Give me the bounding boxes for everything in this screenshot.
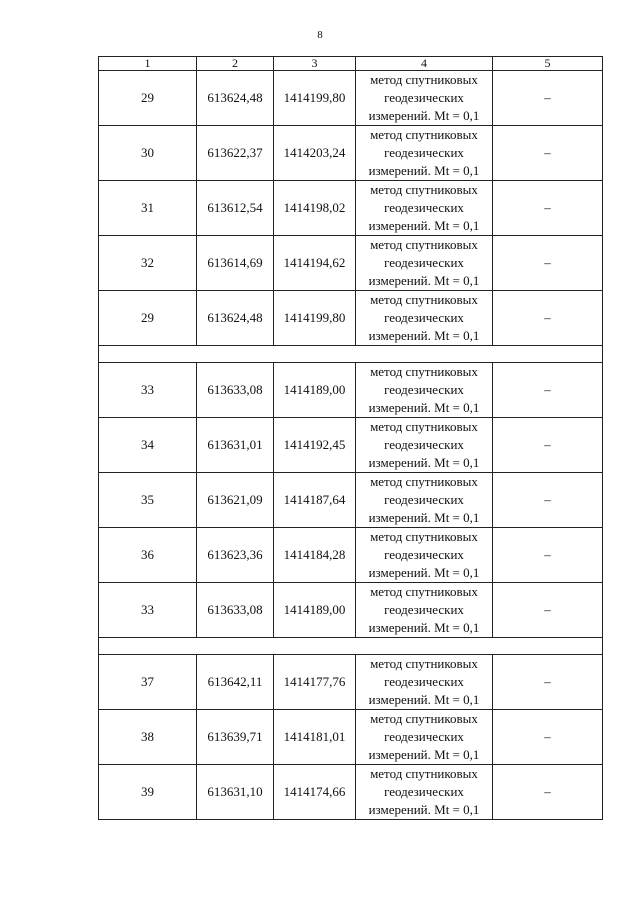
coordinates-table <box>98 56 603 820</box>
column-header: 3 <box>274 57 356 71</box>
table-row <box>99 363 603 418</box>
dash-cell: – <box>493 291 603 346</box>
y-coordinate-cell: 1414189,00 <box>274 583 356 638</box>
table-row <box>99 126 603 181</box>
dash-cell: – <box>493 181 603 236</box>
table-row <box>99 655 603 710</box>
dash-cell: – <box>493 126 603 181</box>
table-row <box>99 418 603 473</box>
group-separator-row <box>99 638 603 655</box>
table-row <box>99 765 603 820</box>
dash-cell: – <box>493 583 603 638</box>
table-row <box>99 583 603 638</box>
x-coordinate-cell: 613633,08 <box>197 583 274 638</box>
table-row <box>99 181 603 236</box>
method-cell: метод спутниковых геодезических измерений. Mt = 0,1 <box>356 236 493 291</box>
point-number-cell: 31 <box>99 181 197 236</box>
table-row <box>99 528 603 583</box>
x-coordinate-cell: 613633,08 <box>197 363 274 418</box>
method-cell: метод спутниковых геодезических измерений. Mt = 0,1 <box>356 71 493 126</box>
table-row <box>99 291 603 346</box>
y-coordinate-cell: 1414181,01 <box>274 710 356 765</box>
point-number-cell: 35 <box>99 473 197 528</box>
dash-cell: – <box>493 473 603 528</box>
x-coordinate-cell: 613621,09 <box>197 473 274 528</box>
table-row <box>99 71 603 126</box>
separator-cell <box>99 638 603 655</box>
method-cell: метод спутниковых геодезических измерений. Mt = 0,1 <box>356 126 493 181</box>
y-coordinate-cell: 1414199,80 <box>274 291 356 346</box>
y-coordinate-cell: 1414184,28 <box>274 528 356 583</box>
table-header-row <box>99 57 603 71</box>
table-row <box>99 236 603 291</box>
x-coordinate-cell: 613631,10 <box>197 765 274 820</box>
point-number-cell: 32 <box>99 236 197 291</box>
dash-cell: – <box>493 765 603 820</box>
method-cell: метод спутниковых геодезических измерений. Mt = 0,1 <box>356 181 493 236</box>
method-cell: метод спутниковых геодезических измерений. Mt = 0,1 <box>356 655 493 710</box>
method-cell: метод спутниковых геодезических измерений. Mt = 0,1 <box>356 765 493 820</box>
x-coordinate-cell: 613639,71 <box>197 710 274 765</box>
y-coordinate-cell: 1414203,24 <box>274 126 356 181</box>
dash-cell: – <box>493 655 603 710</box>
table-row <box>99 710 603 765</box>
table-row <box>99 473 603 528</box>
page-number: 8 <box>317 29 323 41</box>
y-coordinate-cell: 1414174,66 <box>274 765 356 820</box>
point-number-cell: 33 <box>99 363 197 418</box>
dash-cell: – <box>493 418 603 473</box>
dash-cell: – <box>493 528 603 583</box>
y-coordinate-cell: 1414187,64 <box>274 473 356 528</box>
x-coordinate-cell: 613624,48 <box>197 291 274 346</box>
dash-cell: – <box>493 710 603 765</box>
point-number-cell: 33 <box>99 583 197 638</box>
point-number-cell: 38 <box>99 710 197 765</box>
point-number-cell: 39 <box>99 765 197 820</box>
method-cell: метод спутниковых геодезических измерений. Mt = 0,1 <box>356 528 493 583</box>
point-number-cell: 29 <box>99 291 197 346</box>
point-number-cell: 36 <box>99 528 197 583</box>
method-cell: метод спутниковых геодезических измерений. Mt = 0,1 <box>356 363 493 418</box>
method-cell: метод спутниковых геодезических измерений. Mt = 0,1 <box>356 291 493 346</box>
table-body <box>99 71 603 820</box>
column-header: 2 <box>197 57 274 71</box>
x-coordinate-cell: 613624,48 <box>197 71 274 126</box>
separator-cell <box>99 346 603 363</box>
point-number-cell: 37 <box>99 655 197 710</box>
column-header: 4 <box>356 57 493 71</box>
x-coordinate-cell: 613623,36 <box>197 528 274 583</box>
method-cell: метод спутниковых геодезических измерений. Mt = 0,1 <box>356 473 493 528</box>
method-cell: метод спутниковых геодезических измерений. Mt = 0,1 <box>356 583 493 638</box>
method-cell: метод спутниковых геодезических измерений. Mt = 0,1 <box>356 418 493 473</box>
x-coordinate-cell: 613622,37 <box>197 126 274 181</box>
x-coordinate-cell: 613631,01 <box>197 418 274 473</box>
y-coordinate-cell: 1414177,76 <box>274 655 356 710</box>
y-coordinate-cell: 1414194,62 <box>274 236 356 291</box>
point-number-cell: 30 <box>99 126 197 181</box>
dash-cell: – <box>493 71 603 126</box>
column-header: 5 <box>493 57 603 71</box>
x-coordinate-cell: 613612,54 <box>197 181 274 236</box>
x-coordinate-cell: 613642,11 <box>197 655 274 710</box>
y-coordinate-cell: 1414189,00 <box>274 363 356 418</box>
group-separator-row <box>99 346 603 363</box>
column-header: 1 <box>99 57 197 71</box>
y-coordinate-cell: 1414198,02 <box>274 181 356 236</box>
dash-cell: – <box>493 236 603 291</box>
dash-cell: – <box>493 363 603 418</box>
y-coordinate-cell: 1414192,45 <box>274 418 356 473</box>
method-cell: метод спутниковых геодезических измерений. Mt = 0,1 <box>356 710 493 765</box>
y-coordinate-cell: 1414199,80 <box>274 71 356 126</box>
x-coordinate-cell: 613614,69 <box>197 236 274 291</box>
point-number-cell: 29 <box>99 71 197 126</box>
point-number-cell: 34 <box>99 418 197 473</box>
